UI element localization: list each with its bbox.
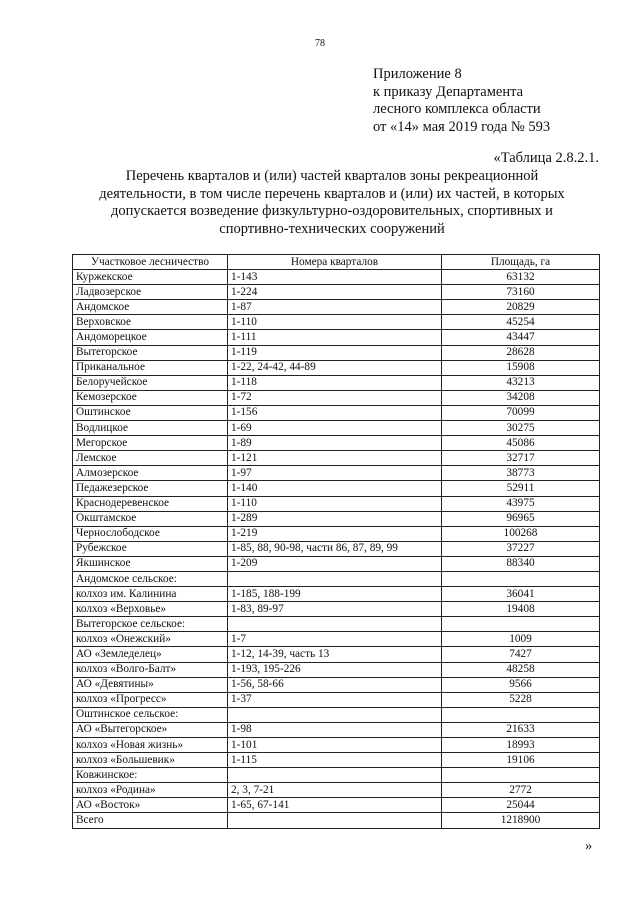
forestry-table xyxy=(72,254,600,829)
cell-area: 52911 xyxy=(442,481,600,496)
table-row xyxy=(73,617,600,632)
cell-forestry: Белоручейское xyxy=(73,375,228,390)
cell-quarters: 2, 3, 7-21 xyxy=(228,783,442,798)
table-row xyxy=(73,481,600,496)
header-quarters: Номера кварталов xyxy=(228,255,442,270)
table-row xyxy=(73,738,600,753)
table-row xyxy=(73,768,600,783)
cell-quarters: 1-111 xyxy=(228,330,442,345)
table-row xyxy=(73,360,600,375)
table-row xyxy=(73,677,600,692)
cell-quarters: 1-110 xyxy=(228,315,442,330)
cell-forestry: Окштамское xyxy=(73,511,228,526)
cell-area xyxy=(442,617,600,632)
title-line: Перечень кварталов и (или) частей кварталов зоны рекреационной xyxy=(125,168,539,184)
cell-area: 37227 xyxy=(442,541,600,556)
cell-quarters: 1-98 xyxy=(228,722,442,737)
cell-forestry: Всего xyxy=(73,813,228,828)
table-row xyxy=(73,783,600,798)
cell-forestry: колхоз им. Калинина xyxy=(73,587,228,602)
cell-forestry: колхоз «Волго-Балт» xyxy=(73,662,228,677)
cell-quarters: 1-185, 188-199 xyxy=(228,587,442,602)
cell-forestry: АО «Вытегорское» xyxy=(73,722,228,737)
cell-area: 19106 xyxy=(442,753,600,768)
cell-area: 25044 xyxy=(442,798,600,813)
appendix-block xyxy=(373,66,550,136)
cell-quarters: 1-119 xyxy=(228,345,442,360)
cell-quarters xyxy=(228,768,442,783)
cell-area: 43975 xyxy=(442,496,600,511)
cell-area: 63132 xyxy=(442,270,600,285)
table-row xyxy=(73,662,600,677)
cell-forestry: Ковжинское: xyxy=(73,768,228,783)
table-row xyxy=(73,753,600,768)
table-row xyxy=(73,496,600,511)
table-row xyxy=(73,556,600,571)
cell-forestry: Чернослободское xyxy=(73,526,228,541)
cell-forestry: колхоз «Верховье» xyxy=(73,602,228,617)
cell-area: 1218900 xyxy=(442,813,600,828)
table-row xyxy=(73,602,600,617)
cell-area: 43213 xyxy=(442,375,600,390)
cell-quarters: 1-12, 14-39, часть 13 xyxy=(228,647,442,662)
table-row xyxy=(73,375,600,390)
cell-quarters: 1-69 xyxy=(228,421,442,436)
table-body xyxy=(73,270,600,828)
cell-area: 1009 xyxy=(442,632,600,647)
cell-area: 45254 xyxy=(442,315,600,330)
table-row xyxy=(73,345,600,360)
title-line: деятельности, в том числе перечень кварталов и (или) их частей, в которых xyxy=(99,185,565,202)
appendix-line: лесного комплекса области xyxy=(373,101,541,117)
cell-area: 30275 xyxy=(442,421,600,436)
table-row xyxy=(73,707,600,722)
cell-quarters: 1-156 xyxy=(228,405,442,420)
cell-quarters: 1-22, 24-42, 44-89 xyxy=(228,360,442,375)
table-row xyxy=(73,285,600,300)
header-forestry: Участковое лесничество xyxy=(73,255,228,270)
cell-quarters: 1-97 xyxy=(228,466,442,481)
page-number: 78 xyxy=(315,38,325,49)
cell-forestry: Вытегорское xyxy=(73,345,228,360)
cell-forestry: Оштинское xyxy=(73,405,228,420)
cell-quarters: 1-289 xyxy=(228,511,442,526)
table-row xyxy=(73,587,600,602)
cell-area: 45086 xyxy=(442,436,600,451)
cell-area xyxy=(442,707,600,722)
cell-area: 88340 xyxy=(442,556,600,571)
cell-quarters: 1-87 xyxy=(228,300,442,315)
table-row xyxy=(73,421,600,436)
cell-area: 18993 xyxy=(442,738,600,753)
table-row xyxy=(73,330,600,345)
cell-forestry: Куржекское xyxy=(73,270,228,285)
cell-area: 28628 xyxy=(442,345,600,360)
cell-forestry: Вытегорское сельское: xyxy=(73,617,228,632)
cell-area: 20829 xyxy=(442,300,600,315)
cell-quarters: 1-72 xyxy=(228,390,442,405)
cell-area: 34208 xyxy=(442,390,600,405)
cell-forestry: колхоз «Родина» xyxy=(73,783,228,798)
cell-forestry: АО «Земледелец» xyxy=(73,647,228,662)
table-row xyxy=(73,571,600,586)
cell-quarters xyxy=(228,617,442,632)
cell-forestry: Верховское xyxy=(73,315,228,330)
table-row xyxy=(73,451,600,466)
table-row xyxy=(73,541,600,556)
table-row xyxy=(73,526,600,541)
cell-area: 19408 xyxy=(442,602,600,617)
cell-forestry: колхоз «Новая жизнь» xyxy=(73,738,228,753)
cell-quarters: 1-56, 58-66 xyxy=(228,677,442,692)
table-row xyxy=(73,466,600,481)
cell-area: 9566 xyxy=(442,677,600,692)
table-row xyxy=(73,270,600,285)
table-row xyxy=(73,813,600,828)
header-area: Площадь, га xyxy=(442,255,600,270)
cell-forestry: Якшинское xyxy=(73,556,228,571)
appendix-line: к приказу Департамента xyxy=(373,83,524,100)
cell-forestry: АО «Восток» xyxy=(73,798,228,813)
cell-area: 36041 xyxy=(442,587,600,602)
cell-forestry: Ладвозерское xyxy=(73,285,228,300)
appendix-line: Приложение 8 xyxy=(373,66,462,82)
cell-quarters: 1-143 xyxy=(228,270,442,285)
cell-forestry: Андоморецкое xyxy=(73,330,228,345)
table-row xyxy=(73,300,600,315)
cell-forestry: Водлицкое xyxy=(73,421,228,436)
cell-area xyxy=(442,571,600,586)
cell-area: 100268 xyxy=(442,526,600,541)
cell-quarters: 1-224 xyxy=(228,285,442,300)
cell-quarters: 1-65, 67-141 xyxy=(228,798,442,813)
cell-quarters: 1-89 xyxy=(228,436,442,451)
table-row xyxy=(73,692,600,707)
cell-quarters: 1-37 xyxy=(228,692,442,707)
cell-quarters: 1-121 xyxy=(228,451,442,466)
cell-quarters: 1-115 xyxy=(228,753,442,768)
cell-quarters xyxy=(228,571,442,586)
cell-forestry: Кемозерское xyxy=(73,390,228,405)
cell-quarters: 1-101 xyxy=(228,738,442,753)
cell-quarters: 1-7 xyxy=(228,632,442,647)
cell-forestry: Оштинское сельское: xyxy=(73,707,228,722)
table-row xyxy=(73,511,600,526)
cell-area: 48258 xyxy=(442,662,600,677)
cell-quarters xyxy=(228,813,442,828)
cell-forestry: Мегорское xyxy=(73,436,228,451)
cell-forestry: АО «Девятины» xyxy=(73,677,228,692)
cell-quarters: 1-209 xyxy=(228,556,442,571)
cell-forestry: Алмозерское xyxy=(73,466,228,481)
cell-area: 38773 xyxy=(442,466,600,481)
document-title xyxy=(72,168,592,238)
table-row xyxy=(73,436,600,451)
cell-area: 15908 xyxy=(442,360,600,375)
cell-area: 73160 xyxy=(442,285,600,300)
cell-quarters: 1-110 xyxy=(228,496,442,511)
cell-forestry: колхоз «Большевик» xyxy=(73,753,228,768)
table-row xyxy=(73,405,600,420)
cell-forestry: Андомское сельское: xyxy=(73,571,228,586)
cell-forestry: Лемское xyxy=(73,451,228,466)
table-row xyxy=(73,722,600,737)
closing-quote: » xyxy=(585,838,593,854)
cell-forestry: Краснодеревенское xyxy=(73,496,228,511)
title-line: допускается возведение физкультурно-оздоровительных, спортивных и xyxy=(111,203,553,219)
cell-area: 5228 xyxy=(442,692,600,707)
cell-area: 32717 xyxy=(442,451,600,466)
cell-area: 2772 xyxy=(442,783,600,798)
cell-forestry: Рубежское xyxy=(73,541,228,556)
cell-area: 70099 xyxy=(442,405,600,420)
appendix-line: от «14» мая 2019 года № 593 xyxy=(373,118,551,135)
cell-area: 43447 xyxy=(442,330,600,345)
cell-forestry: Педажезерское xyxy=(73,481,228,496)
table-row xyxy=(73,798,600,813)
cell-quarters: 1-219 xyxy=(228,526,442,541)
cell-forestry: колхоз «Прогресс» xyxy=(73,692,228,707)
table-row xyxy=(73,315,600,330)
cell-quarters: 1-85, 88, 90-98, части 86, 87, 89, 99 xyxy=(228,541,442,556)
cell-area: 7427 xyxy=(442,647,600,662)
cell-forestry: колхоз «Онежский» xyxy=(73,632,228,647)
cell-forestry: Андомское xyxy=(73,300,228,315)
cell-quarters: 1-193, 195-226 xyxy=(228,662,442,677)
table-row xyxy=(73,390,600,405)
cell-area xyxy=(442,768,600,783)
table-reference: «Таблица 2.8.2.1. xyxy=(493,150,599,166)
cell-forestry: Приканальное xyxy=(73,360,228,375)
table-row xyxy=(73,647,600,662)
cell-quarters: 1-83, 89-97 xyxy=(228,602,442,617)
cell-area: 21633 xyxy=(442,722,600,737)
table-header-row xyxy=(73,255,600,270)
cell-area: 96965 xyxy=(442,511,600,526)
table-row xyxy=(73,632,600,647)
cell-quarters: 1-118 xyxy=(228,375,442,390)
title-line: спортивно-технических сооружений xyxy=(219,220,445,237)
cell-quarters: 1-140 xyxy=(228,481,442,496)
cell-quarters xyxy=(228,707,442,722)
